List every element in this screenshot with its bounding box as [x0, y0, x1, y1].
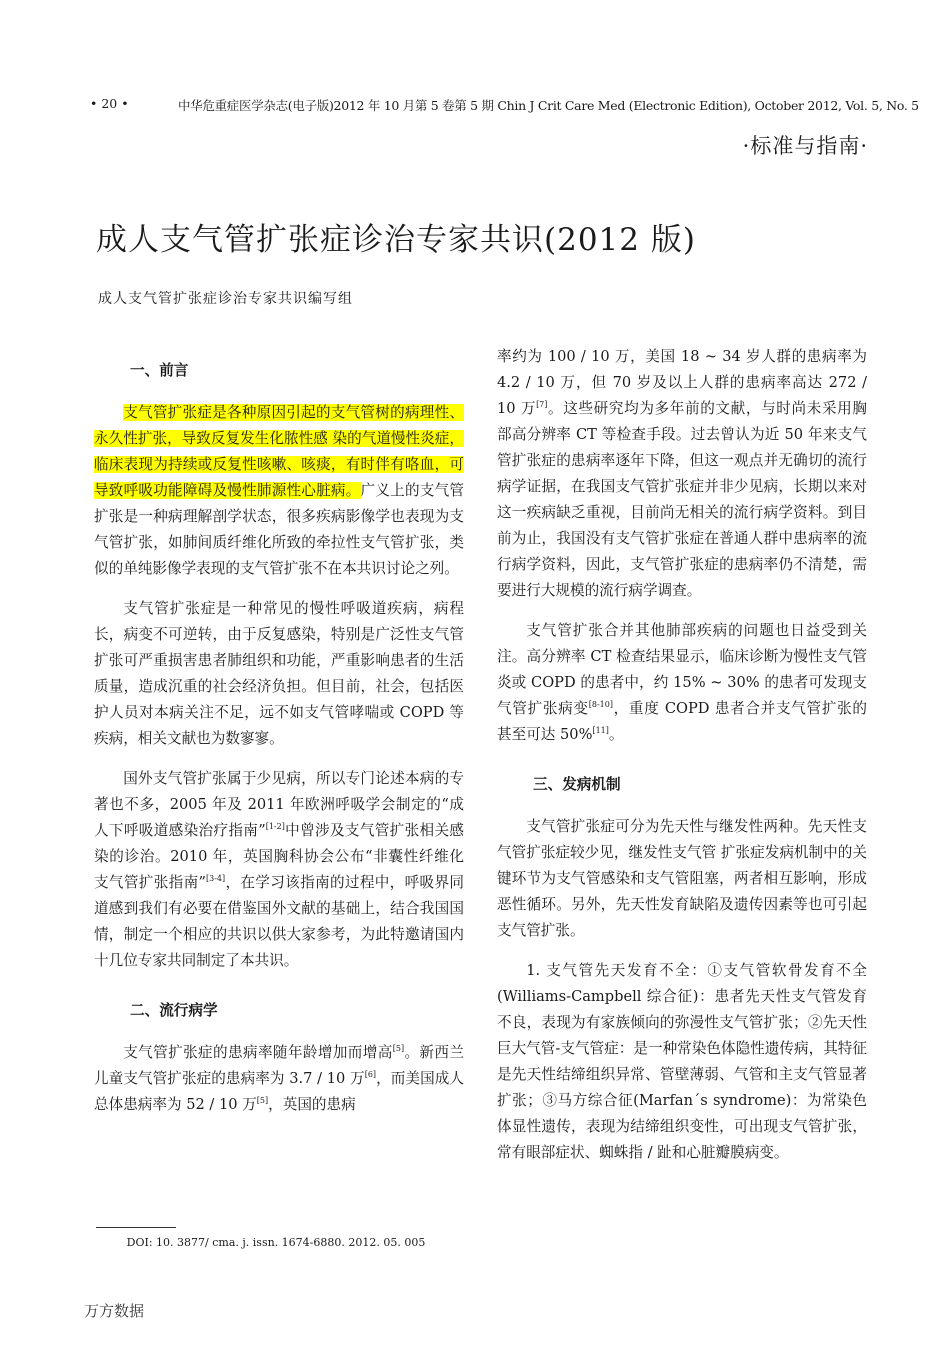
citation-ref: [5] — [256, 1096, 269, 1106]
page-number: • 20 • — [90, 96, 129, 111]
paragraph-text: 国外支气管扩张属于少见病，所以专门论述本病的专著也不多，2005 年及 2011 年欧洲呼吸学会制定的“成人下呼吸道感染治疗指南” — [94, 770, 464, 839]
left-column — [94, 344, 464, 1118]
paragraph: 支气管扩张症是一种常见的慢性呼吸道疾病，病程长，病变不可逆转，由于反复感染，特别是广泛性支气管扩张可严重损害患者肺组织和功能，严重影响患者的生活质量，造成沉重的社会经济负担。但目前，社会，包括医护人员对本病关注不足，远不如支气管哮喘或 COPD 等疾病，相关文献也为数寥寥。 — [94, 600, 464, 747]
section-heading-preface: 一、前言 — [130, 362, 189, 379]
article-title: 成人支气管扩张症诊治专家共识(2012 版) — [96, 222, 696, 258]
paragraph — [94, 1040, 464, 1118]
paragraph-text: ，英国的患病 — [268, 1096, 356, 1113]
citation-ref: [5] — [392, 1044, 405, 1054]
citation-ref: [11] — [592, 726, 609, 736]
section-heading-pathogenesis: 三、发病机制 — [533, 776, 621, 793]
author-group: 成人支气管扩张症诊治专家共识编写组 — [98, 291, 353, 307]
paragraph — [497, 344, 867, 604]
paragraph: 支气管扩张症可分为先天性与继发性两种。先天性支气管扩张症较少见，继发性支气管 扩张症发病机制中的关键环节为支气管感染和支气管阻塞，两者相互影响，形成恶性循环。另外，先天性发育缺陷及遗传因素等也可引起支气管扩张。 — [497, 818, 867, 939]
paragraph-text: 支气管扩张症的患病率随年龄增加而增高 — [123, 1044, 393, 1061]
citation-ref: [8-10] — [588, 700, 613, 710]
section-tag: ·标准与指南· — [742, 134, 868, 158]
paragraph-text: ，重度 COPD 患者合并支气管扩张的甚至可达 50% — [497, 700, 867, 743]
paragraph-text: 。新西兰儿童支气管扩张症的患病率为 3.7 / 10 万 — [94, 1044, 464, 1087]
citation-ref: [7] — [536, 400, 548, 410]
highlighted-text: 支气管扩张症是各种原因引起的支气管树的病理性、永久性扩张，导致反复发生化脓性感 染的气道慢性炎症，临床表现为持续或反复性咳嗽、咳痰，有时伴有咯血，可导致呼吸功能障碍及慢性肺源性心脏病。 — [94, 404, 464, 499]
citation-ref: [6] — [364, 1070, 377, 1080]
watermark-footer: 万方数据 — [84, 1302, 145, 1320]
paragraph-text: 广义上的支气管扩张是一种病理解剖学状态，很多疾病影像学也表现为支气管扩张，如肺间质纤维化所致的牵拉性支气管扩张，类似的单纯影像学表现的支气管扩张不在本共识讨论之列。 — [94, 482, 464, 577]
citation-ref: [3-4] — [205, 874, 226, 884]
paragraph: 1. 支气管先天发育不全：①支气管软骨发育不全(Williams-Campbell 综合征)：患者先天性支气管发育不良，表现为有家族倾向的弥漫性支气管扩张；②先天性巨大气管-支气管症：是一种常染色体隐性遗传病，其特征是先天性结缔组织异常、管壁薄弱、气管和主支气管显著扩张；③马方综合征(Marfan´s syndrome)：为常染色体显性遗传，表现为结缔组织变性，可出现支气管扩张，常有眼部症状、蜘蛛指 / 趾和心脏瓣膜病变。 — [497, 962, 867, 1161]
citation-ref: [1-2] — [265, 822, 285, 832]
paragraph-text: 支气管扩张合并其他肺部疾病的问题也日益受到关注。高分辨率 CT 检查结果显示，临床诊断为慢性支气管炎或 COPD 的患者中，约 15% ~ 30% 的患者可发现支气管扩张病变 — [497, 622, 867, 717]
paragraph-text: 。这些研究均为多年前的文献，与时尚未采用胸部高分辨率 CT 等检查手段。过去曾认为近 50 年来支气管扩张症的患病率逐年下降，但这一观点并无确切的流行病学证据，在我国支气管扩张症并非少见病，长期以来对这一疾病缺乏重视，目前尚无相关的流行病学资料。到目前为止，我国没有支气管扩张症在普通人群中患病率的流行病学资料，因此，支气管扩张症的患病率仍不清楚，需要进行大规模的流行病学调查。 — [497, 400, 867, 599]
right-column — [497, 344, 867, 1166]
doi-footnote: DOI: 10. 3877/ cma. j. issn. 1674-6880. 2012. 05. 005 — [126, 1236, 426, 1249]
paragraph — [497, 618, 867, 748]
paragraph — [94, 766, 464, 974]
paragraph-text: ，在学习该指南的过程中，呼吸界同道感到我们有必要在借鉴国外文献的基础上，结合我国国情，制定一个相应的共识以供大家参考，为此特邀请国内十几位专家共同制定了本共识。 — [94, 874, 464, 969]
paragraph — [94, 400, 464, 582]
journal-citation: 中华危重症医学杂志(电子版)2012 年 10 月第 5 卷第 5 期 Chin J Crit Care Med (Electronic Edition), October 2012, Vol. 5, No. 5 — [178, 98, 919, 113]
footnote-rule — [96, 1227, 176, 1228]
paragraph-text: 率约为 100 / 10 万，美国 18 ~ 34 岁人群的患病率为 4.2 / 10 万，但 70 岁及以上人群的患病率高达 272 / 10 万 — [497, 348, 867, 417]
paragraph-text: 中曾涉及支气管扩张相关感染的诊治。2010 年，英国胸科协会公布“非囊性纤维化支气管扩张指南” — [94, 822, 464, 891]
section-heading-epidemiology: 二、流行病学 — [130, 1002, 218, 1019]
paragraph-text: 。 — [608, 726, 624, 743]
paragraph-text: ，而美国成人总体患病率为 52 / 10 万 — [94, 1070, 464, 1113]
